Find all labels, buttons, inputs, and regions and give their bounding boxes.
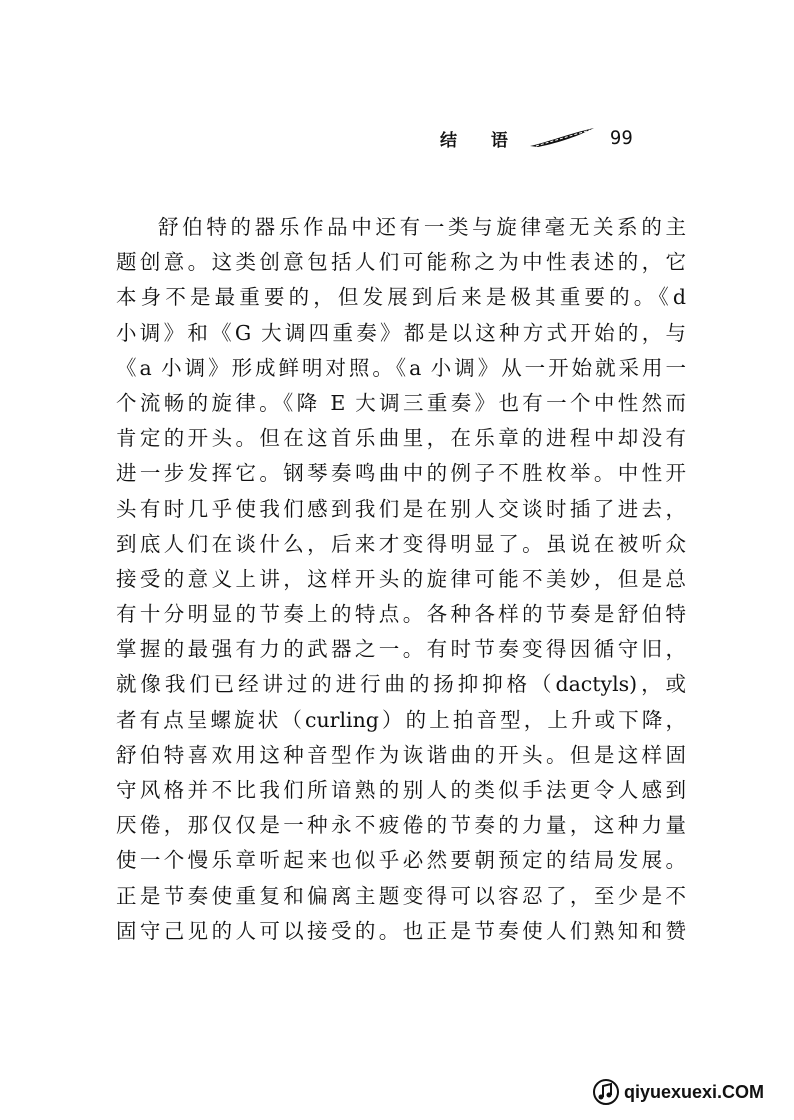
text-line: 舒伯特喜欢用这种音型作为诙谐曲的开头。但是这样固 [116,742,686,767]
text-line: 进一步发挥它。钢琴奏鸣曲中的例子不胜枚举。中性开 [116,461,686,486]
watermark-text: qiyuexuexi.COM [623,1081,764,1102]
text-line: 固守己见的人可以接受的。也正是节奏使人们熟知和赞 [116,918,686,943]
body-paragraph [116,210,686,949]
text-line: 守风格并不比我们所谙熟的别人的类似手法更令人感到 [116,778,686,802]
text-line: 厌倦，那仅仅是一种永不疲倦的节奏的力量，这种力量 [116,813,686,838]
text-line: 头有时几乎使我们感到我们是在别人交谈时插了进去， [116,496,686,521]
text-line: 者有点呈螺旋状（curling）的上拍音型，上升或下降， [116,707,686,732]
text-line: 小调》和《G 大调四重奏》都是以这种方式开始的，与 [116,320,686,345]
text-line: 有十分明显的节奏上的特点。各种各样的节奏是舒伯特 [116,602,686,627]
text-line: 本身不是最重要的，但发展到后来是极其重要的。《d [116,285,686,310]
text-line: 舒伯特的器乐作品中还有一类与旋律毫无关系的主 [158,215,686,239]
chapter-title: 结 语 [440,130,522,151]
text-line: 《a 小调》形成鲜明对照。《a 小调》从一开始就采用一 [116,355,686,380]
running-header [440,123,633,153]
text-line: 到底人们在谈什么，后来才变得明显了。虽说在被听众 [116,531,686,556]
page-number: 99 [609,127,633,149]
text-line: 就像我们已经讲过的进行曲的扬抑抑格（dactyls)，或 [116,672,686,697]
text-line: 题创意。这类创意包括人们可能称之为中性表述的，它 [116,250,686,275]
text-line: 正是节奏使重复和偏离主题变得可以容忍了，至少是不 [116,883,686,908]
text-line: 个流畅的旋律。《降 E 大调三重奏》也有一个中性然而 [116,390,686,415]
text-line: 肯定的开头。但在这首乐曲里，在乐章的进程中却没有 [116,426,686,451]
watermark [592,1078,764,1106]
text-line: 掌握的最强有力的武器之一。有时节奏变得因循守旧， [116,637,686,662]
music-note-logo-icon [592,1078,620,1106]
feather-quill-icon [528,126,598,150]
text-line: 使一个慢乐章听起来也似乎必然要朝预定的结局发展。 [116,848,686,873]
text-line: 接受的意义上讲，这样开头的旋律可能不美妙，但是总 [116,566,686,591]
